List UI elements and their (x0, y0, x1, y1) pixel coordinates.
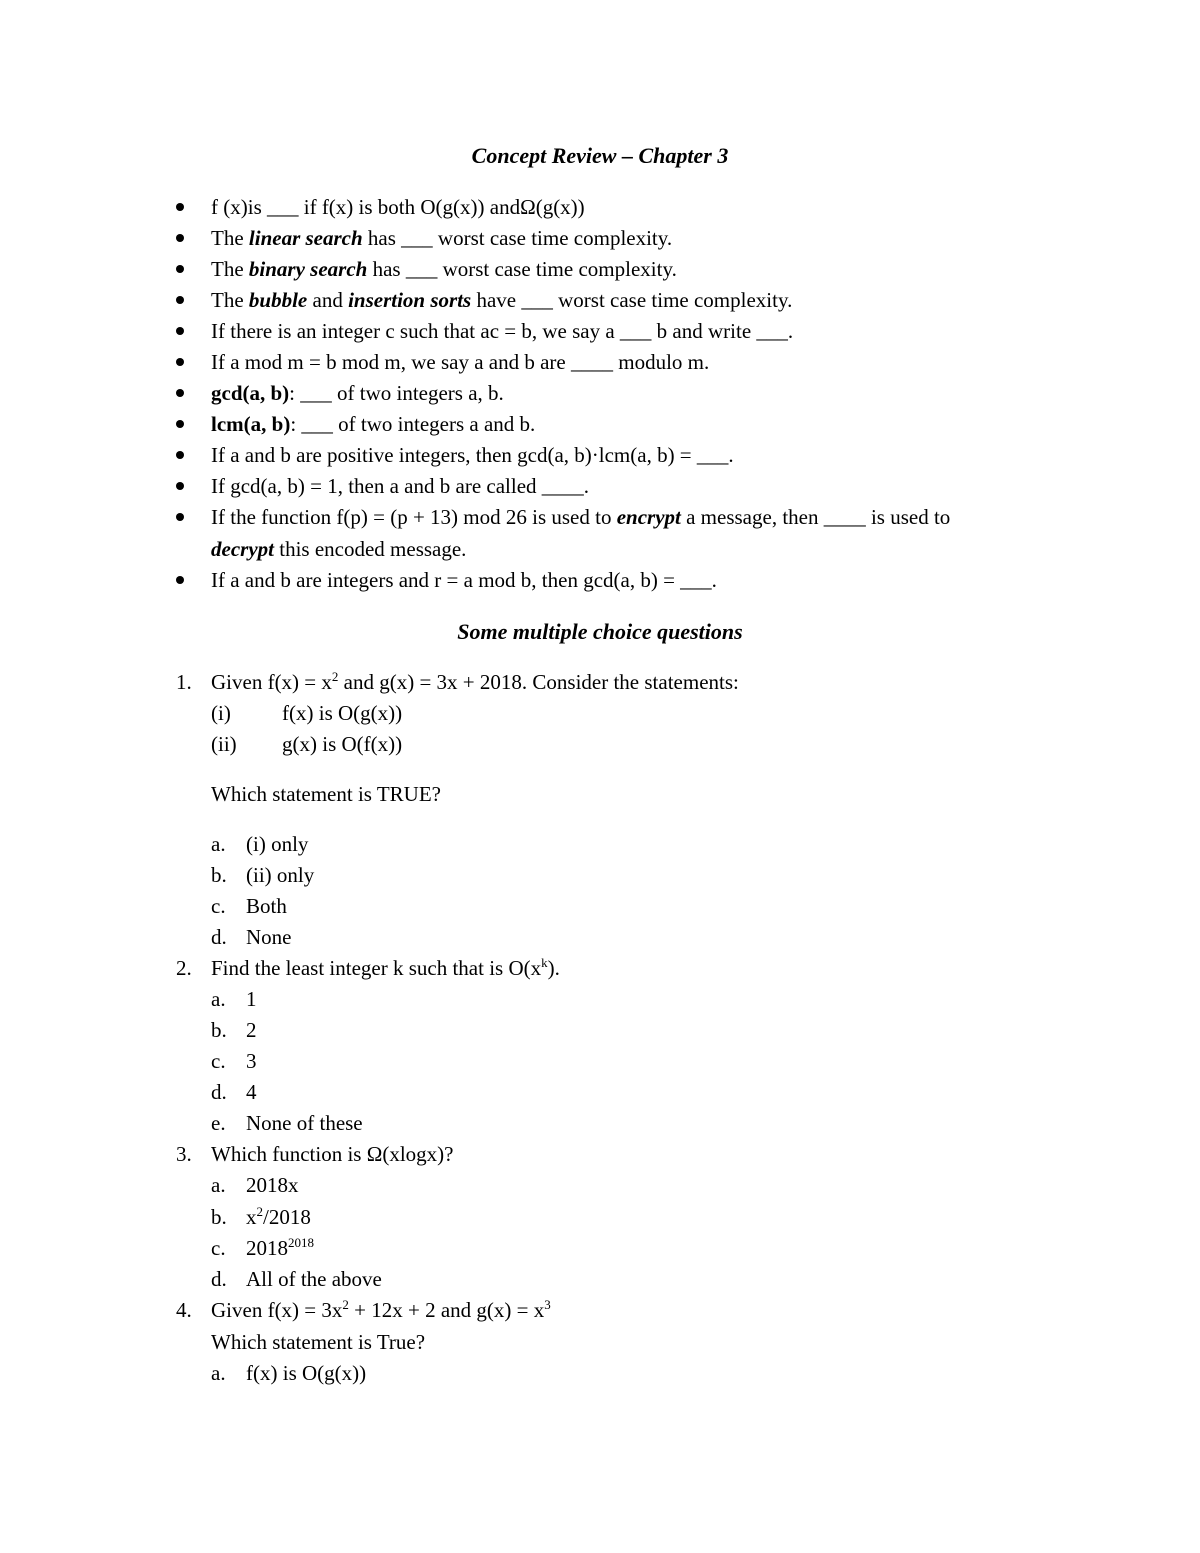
option-letter: a. (211, 1173, 226, 1197)
superscript: 3 (544, 1297, 551, 1312)
bullet-item (211, 195, 585, 219)
option-letter: a. (211, 987, 226, 1011)
option-letter: a. (211, 1361, 226, 1385)
option-letter: c. (211, 1236, 226, 1260)
question-number: 3. (176, 1142, 192, 1166)
superscript: 2 (256, 1204, 263, 1219)
bullet-item (211, 568, 717, 592)
bullet-dot (176, 513, 184, 521)
bold-term: gcd(a, b) (211, 381, 290, 405)
superscript: 2 (331, 669, 339, 684)
option-text: 4 (246, 1080, 257, 1104)
bullet-item (211, 288, 792, 312)
bullet-dot (176, 389, 184, 397)
bullet-text: have ___ worst case time complexity. (471, 288, 793, 312)
question-text (211, 956, 560, 980)
option-text: None of these (246, 1111, 363, 1135)
bullet-item (211, 319, 793, 343)
option-text: 2018x (246, 1173, 299, 1197)
emphasis-term: binary search (248, 257, 368, 281)
bold-term: lcm(a, b) (211, 412, 291, 436)
question-number: 4. (176, 1298, 192, 1322)
option-letter: b. (211, 863, 227, 887)
bullet-dot (176, 576, 184, 584)
bullet-text: f (x)is ___ if f(x) is both O(g(x)) andΩ(g(x)) (211, 195, 585, 219)
bullet-item (211, 474, 589, 498)
bullet-continuation (211, 537, 466, 561)
option-text (246, 1236, 314, 1260)
bullet-text: If a and b are positive integers, then gcd(a, b)·lcm(a, b) = ___. (211, 443, 734, 467)
bullet-item (211, 350, 709, 374)
option-text: 2 (246, 1018, 257, 1042)
bullet-dot (176, 327, 184, 335)
option-letter: d. (211, 1080, 227, 1104)
question-text-part: Find the least integer k such that is O(x (211, 956, 542, 980)
bullet-text: If a mod m = b mod m, we say a and b are ____ modulo m. (211, 350, 710, 374)
bullet-dot (176, 420, 184, 428)
option-text: 1 (246, 987, 257, 1011)
bullet-item (211, 257, 677, 281)
option-letter: c. (211, 1049, 226, 1073)
option-text-part: 2018 (246, 1236, 288, 1260)
question-text-part: and g(x) = 3x + 2018. Consider the statements: (338, 670, 739, 694)
bullet-text: this encoded message. (273, 537, 467, 561)
bullet-dot (176, 358, 184, 366)
option-letter: c. (211, 894, 226, 918)
page-title: Concept Review – Chapter 3 (471, 143, 729, 168)
bullet-text: and (307, 288, 349, 312)
superscript: 2 (342, 1297, 349, 1312)
statement-text: g(x) is O(f(x)) (282, 732, 403, 756)
option-text-part: x (246, 1205, 257, 1229)
bullet-item (211, 412, 535, 436)
question-prompt: Which statement is True? (211, 1330, 426, 1354)
superscript: k (541, 955, 548, 970)
bullet-text: If a and b are integers and r = a mod b, then gcd(a, b) = ___. (211, 568, 717, 592)
option-text (246, 1205, 311, 1229)
option-text: 3 (246, 1049, 257, 1073)
bullet-dot (176, 451, 184, 459)
question-prompt: Which statement is TRUE? (211, 782, 441, 806)
bullet-text: If gcd(a, b) = 1, then a and b are called ____. (211, 474, 590, 498)
bullet-text: The (211, 257, 249, 281)
emphasis-term: decrypt (211, 537, 274, 561)
question-number: 2. (176, 956, 192, 980)
bullet-dot (176, 482, 184, 490)
option-letter: b. (211, 1205, 227, 1229)
bullet-text: has ___ worst case time complexity. (362, 226, 673, 250)
question-text-part: ). (547, 956, 560, 980)
option-text: f(x) is O(g(x)) (246, 1361, 367, 1385)
bullet-text: If there is an integer c such that ac = b, we say a ___ b and write ___. (211, 319, 794, 343)
option-letter: b. (211, 1018, 227, 1042)
bullet-item (211, 226, 672, 250)
option-text-part: /2018 (263, 1205, 311, 1229)
emphasis-term: bubble (248, 288, 308, 312)
statement-label: (i) (211, 701, 231, 725)
bullet-text: : ___ of two integers a, b. (289, 381, 504, 405)
question-text-part: Given f(x) = x (211, 670, 332, 694)
bullet-text: a message, then ____ is used to (680, 505, 951, 529)
bullet-text: If the function f(p) = (p + 13) mod 26 is used to (211, 505, 617, 529)
statement-label: (ii) (211, 732, 237, 756)
option-text: Both (246, 894, 287, 918)
bullet-dot (176, 203, 184, 211)
statement-text: f(x) is O(g(x)) (282, 701, 403, 725)
emphasis-term: linear search (248, 226, 363, 250)
bullet-item (211, 505, 950, 529)
question-text (211, 670, 739, 694)
question-number: 1. (176, 670, 192, 694)
option-letter: a. (211, 832, 226, 856)
bullet-dot (176, 265, 184, 273)
emphasis-term: encrypt (616, 505, 681, 529)
option-text: None (246, 925, 292, 949)
bullet-text: The (211, 288, 249, 312)
question-text-part: + 12x + 2 and g(x) = x (348, 1298, 545, 1322)
superscript: 2018 (288, 1235, 314, 1250)
bullet-dot (176, 234, 184, 242)
option-text: All of the above (246, 1267, 382, 1291)
question-text (211, 1298, 551, 1322)
question-text: Which function is Ω(xlogx)? (211, 1142, 454, 1166)
emphasis-term: insertion sorts (348, 288, 472, 312)
option-text: (ii) only (246, 863, 315, 887)
question-text-part: Given f(x) = 3x (211, 1298, 343, 1322)
bullet-text: has ___ worst case time complexity. (367, 257, 677, 281)
option-text: (i) only (246, 832, 309, 856)
option-letter: d. (211, 925, 227, 949)
bullet-text: : ___ of two integers a and b. (290, 412, 536, 436)
bullet-item (211, 443, 734, 467)
bullet-item (211, 381, 504, 405)
bullet-text: The (211, 226, 249, 250)
option-letter: d. (211, 1267, 227, 1291)
section-title: Some multiple choice questions (457, 619, 743, 644)
bullet-dot (176, 296, 184, 304)
option-letter: e. (211, 1111, 226, 1135)
